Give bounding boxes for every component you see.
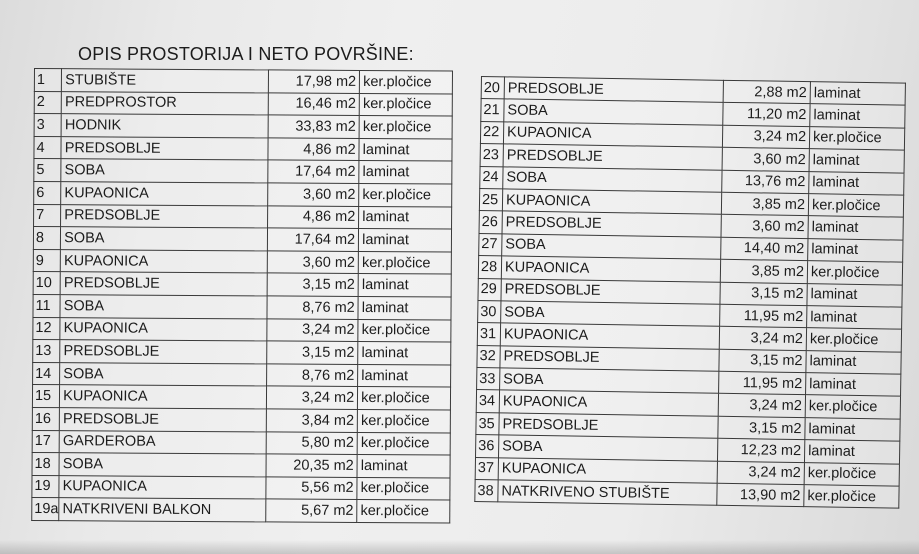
floor-type: laminat — [357, 455, 450, 478]
room-name: PREDPROSTOR — [61, 91, 268, 115]
room-number: 30 — [478, 300, 501, 323]
floor-type: laminat — [809, 149, 904, 173]
floor-type: laminat — [807, 306, 902, 330]
room-area: 17,64 m2 — [268, 160, 359, 183]
room-name: SOBA — [61, 159, 268, 183]
table-row — [33, 362, 451, 387]
room-area: 3,15 m2 — [720, 282, 807, 306]
room-name: KUPAONICA — [499, 390, 718, 416]
floor-type: laminat — [808, 216, 903, 240]
room-name: PREDSOBLJE — [503, 144, 722, 170]
table-row — [32, 453, 450, 478]
room-name: SOBA — [60, 362, 267, 386]
room-area: 3,60 m2 — [721, 215, 808, 239]
table-row — [34, 204, 452, 229]
room-name: SOBA — [499, 435, 718, 461]
room-area: 8,76 m2 — [267, 296, 358, 319]
table-row — [33, 272, 451, 297]
room-number: 10 — [33, 272, 60, 295]
floor-type: laminat — [807, 283, 902, 307]
room-number: 23 — [480, 144, 503, 167]
floor-type: laminat — [358, 274, 451, 297]
table-row — [34, 159, 452, 184]
room-area: 3,85 m2 — [720, 259, 807, 283]
page-title: OPIS PROSTORIJA I NETO POVRŠINE: — [78, 44, 414, 64]
room-number: 26 — [479, 211, 502, 234]
floor-type: laminat — [359, 229, 452, 252]
room-area: 3,60 m2 — [267, 251, 358, 274]
room-area: 2,88 m2 — [723, 80, 810, 104]
room-name: KUPAONICA — [498, 457, 717, 483]
room-number: 1 — [34, 69, 61, 92]
floor-type: ker.pločice — [359, 116, 452, 139]
room-number: 17 — [32, 430, 59, 453]
table-row — [32, 430, 450, 455]
room-number: 14 — [33, 362, 60, 385]
floor-type: ker.pločice — [809, 126, 904, 150]
table-row — [34, 136, 452, 161]
room-name: PREDSOBLJE — [504, 77, 723, 103]
room-name: SOBA — [61, 227, 268, 251]
rooms-table-right-body — [475, 77, 906, 509]
room-area: 33,83 m2 — [268, 115, 359, 138]
room-number: 15 — [32, 385, 59, 408]
table-row — [33, 317, 451, 342]
room-number: 20 — [481, 77, 504, 100]
room-number: 13 — [33, 340, 60, 363]
room-name: SOBA — [59, 453, 266, 477]
page-shadow — [0, 540, 919, 554]
room-area: 5,80 m2 — [266, 431, 357, 454]
room-area: 11,95 m2 — [720, 304, 807, 328]
room-number: 33 — [477, 368, 500, 391]
floor-type: laminat — [358, 342, 451, 365]
room-number: 38 — [475, 479, 498, 502]
floor-type: laminat — [805, 417, 900, 441]
room-number: 37 — [475, 457, 498, 480]
room-name: SOBA — [504, 99, 723, 125]
room-area: 17,64 m2 — [268, 228, 359, 251]
rooms-table-right — [474, 76, 906, 509]
room-area: 3,15 m2 — [267, 273, 358, 296]
room-name: PREDSOBLJE — [60, 340, 267, 364]
room-name: NATKRIVENI BALKON — [59, 498, 266, 522]
room-name: SOBA — [60, 295, 267, 319]
room-area: 3,85 m2 — [721, 192, 808, 216]
floor-type: laminat — [359, 206, 452, 229]
room-name: SOBA — [502, 234, 721, 260]
room-name: SOBA — [500, 368, 719, 394]
room-name: KUPAONICA — [60, 385, 267, 409]
floor-type: laminat — [359, 138, 452, 161]
table-row — [33, 294, 451, 319]
room-number: 25 — [479, 188, 502, 211]
table-row — [32, 475, 450, 500]
room-area: 3,24 m2 — [719, 327, 806, 351]
room-name: KUPAONICA — [502, 189, 721, 215]
room-name: PREDSOBLJE — [61, 136, 268, 160]
room-number: 3 — [34, 114, 61, 137]
room-name: KUPAONICA — [61, 182, 268, 206]
room-number: 7 — [34, 204, 61, 227]
room-area: 11,95 m2 — [719, 371, 806, 395]
room-number: 29 — [478, 278, 501, 301]
floor-type: laminat — [810, 104, 905, 128]
floor-type: ker.pločice — [358, 251, 451, 274]
room-number: 2 — [34, 91, 61, 114]
room-area: 3,24 m2 — [722, 125, 809, 149]
room-name: KUPAONICA — [503, 122, 722, 148]
room-name: SOBA — [503, 166, 722, 192]
room-number: 18 — [32, 453, 59, 476]
floor-type: laminat — [358, 296, 451, 319]
room-number: 27 — [479, 233, 502, 256]
room-name: SOBA — [501, 301, 720, 327]
room-area: 3,60 m2 — [722, 147, 809, 171]
room-number: 34 — [476, 390, 499, 413]
floor-type: ker.pločice — [806, 328, 901, 352]
floor-type: ker.pločice — [357, 432, 450, 455]
room-name: KUPAONICA — [59, 475, 266, 499]
room-area: 4,86 m2 — [268, 138, 359, 161]
floor-type: ker.pločice — [360, 70, 453, 93]
table-row — [33, 249, 451, 274]
floor-type: ker.pločice — [357, 500, 450, 523]
table-row — [33, 340, 451, 365]
floor-type: ker.pločice — [808, 194, 903, 218]
room-area: 16,46 m2 — [268, 93, 359, 116]
room-area: 20,35 m2 — [266, 454, 357, 477]
room-area: 3,24 m2 — [267, 318, 358, 341]
room-name: NATKRIVENO STUBIŠTE — [498, 480, 717, 506]
room-area: 12,23 m2 — [717, 439, 804, 463]
table-row — [32, 407, 450, 432]
floor-type: ker.pločice — [805, 395, 900, 419]
floor-type: ker.pločice — [807, 261, 902, 285]
room-area: 13,90 m2 — [717, 483, 804, 507]
rooms-table-left-body — [32, 69, 453, 523]
room-area: 3,24 m2 — [267, 386, 358, 409]
room-area: 3,15 m2 — [719, 349, 806, 373]
table-row — [34, 181, 452, 206]
room-area: 14,40 m2 — [721, 237, 808, 261]
table-row — [34, 91, 452, 116]
room-area: 3,15 m2 — [718, 416, 805, 440]
floor-type: ker.pločice — [358, 319, 451, 342]
room-number: 6 — [34, 181, 61, 204]
table-row — [32, 385, 450, 410]
floor-type: ker.pločice — [359, 183, 452, 206]
floor-type: laminat — [359, 161, 452, 184]
room-name: KUPAONICA — [500, 323, 719, 349]
table-row — [34, 114, 452, 139]
floor-type: laminat — [806, 373, 901, 397]
room-number: 31 — [477, 323, 500, 346]
room-name: PREDSOBLJE — [499, 413, 718, 439]
room-name: PREDSOBLJE — [59, 408, 266, 432]
room-area: 3,84 m2 — [266, 409, 357, 432]
room-name: PREDSOBLJE — [60, 272, 267, 296]
room-number: 4 — [34, 136, 61, 159]
floor-type: ker.pločice — [359, 93, 452, 116]
room-area: 3,24 m2 — [718, 394, 805, 418]
room-number: 5 — [34, 159, 61, 182]
room-number: 35 — [476, 412, 499, 435]
table-row — [33, 227, 451, 252]
floor-type: laminat — [809, 171, 904, 195]
room-area: 13,76 m2 — [722, 170, 809, 194]
room-name: GARDEROBA — [59, 430, 266, 454]
room-number: 12 — [33, 317, 60, 340]
room-number: 19 — [32, 475, 59, 498]
room-number: 32 — [477, 345, 500, 368]
room-name: KUPAONICA — [501, 256, 720, 282]
room-number: 11 — [33, 294, 60, 317]
room-area: 3,24 m2 — [717, 461, 804, 485]
room-name: STUBIŠTE — [62, 69, 269, 93]
table-row — [32, 498, 450, 523]
room-area: 3,60 m2 — [268, 183, 359, 206]
room-name: PREDSOBLJE — [502, 211, 721, 237]
table-row — [34, 69, 452, 94]
room-number: 8 — [33, 227, 60, 250]
room-number: 24 — [480, 166, 503, 189]
floor-type: laminat — [806, 350, 901, 374]
floor-type: ker.pločice — [804, 462, 899, 486]
room-number: 16 — [32, 407, 59, 430]
room-number: 9 — [33, 249, 60, 272]
room-area: 17,98 m2 — [269, 70, 360, 93]
floor-type: ker.pločice — [358, 387, 451, 410]
room-number: 19a — [32, 498, 59, 521]
room-number: 21 — [481, 99, 504, 122]
room-name: KUPAONICA — [60, 317, 267, 341]
room-name: PREDSOBLJE — [501, 278, 720, 304]
room-number: 36 — [476, 435, 499, 458]
room-area: 11,20 m2 — [723, 103, 810, 127]
floor-type: laminat — [808, 238, 903, 262]
room-name: HODNIK — [61, 114, 268, 138]
room-area: 5,67 m2 — [266, 499, 357, 522]
room-number: 28 — [478, 256, 501, 279]
floor-type: laminat — [804, 440, 899, 464]
floor-type: ker.pločice — [357, 409, 450, 432]
floor-type: ker.pločice — [357, 477, 450, 500]
room-area: 8,76 m2 — [267, 364, 358, 387]
floor-type: ker.pločice — [804, 485, 899, 509]
room-name: PREDSOBLJE — [61, 204, 268, 228]
room-area: 5,56 m2 — [266, 477, 357, 500]
room-name: PREDSOBLJE — [500, 346, 719, 372]
room-area: 3,15 m2 — [267, 341, 358, 364]
room-number: 22 — [480, 121, 503, 144]
floor-type: laminat — [810, 82, 905, 106]
room-area: 4,86 m2 — [268, 205, 359, 228]
floor-type: laminat — [358, 364, 451, 387]
rooms-table-left — [31, 68, 453, 523]
room-name: KUPAONICA — [60, 249, 267, 273]
